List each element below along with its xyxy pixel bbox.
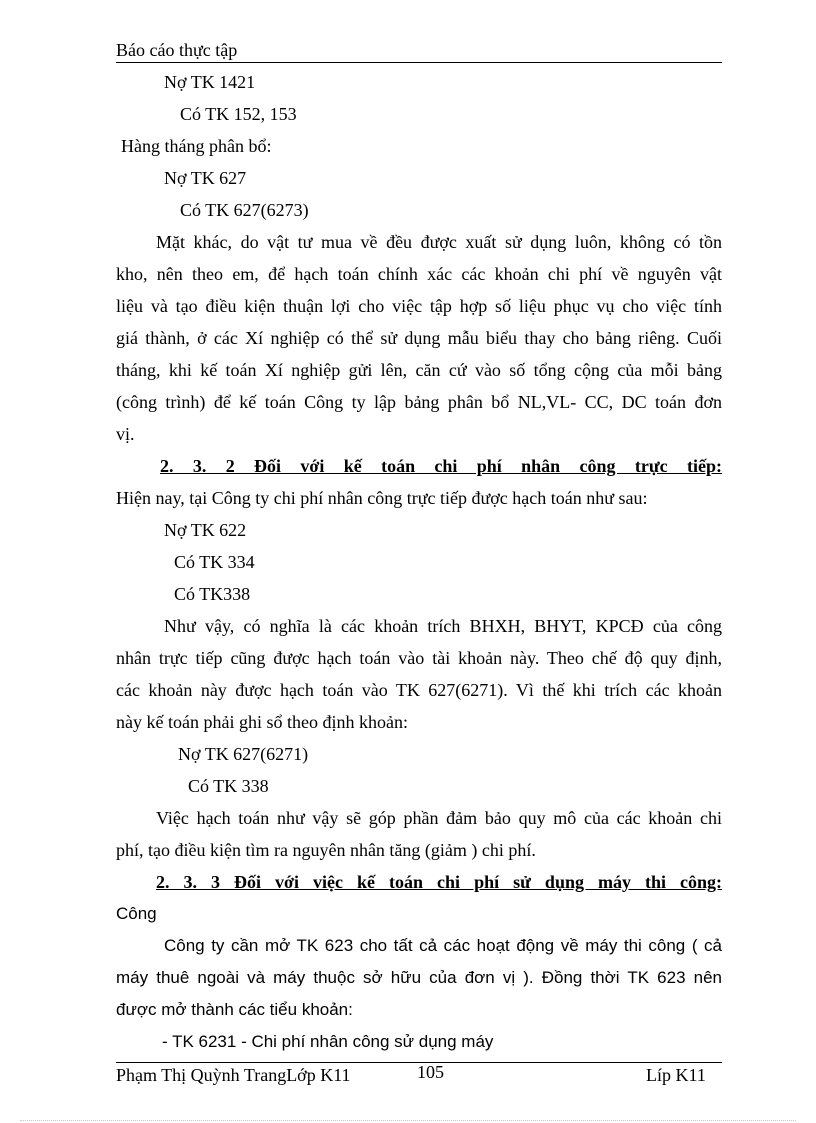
page-header-title: Báo cáo thực tập bbox=[116, 40, 238, 60]
paragraph-line: Mặt khác, do vật tư mua về đều được xuất sử dụng luôn, không có tồn bbox=[156, 232, 722, 252]
entry-line: Nợ TK 622 bbox=[164, 520, 247, 540]
paragraph-line: này kế toán phải ghi sổ theo định khoản: bbox=[116, 712, 408, 732]
paragraph-line: giá thành, ở các Xí nghiệp có thể sử dụng mẫu biểu thay cho bảng riêng. Cuối bbox=[116, 328, 722, 348]
paragraph-line: máy thuê ngoài và máy thuộc sở hữu của đơn vị ). Đồng thời TK 623 nên bbox=[116, 968, 722, 987]
section-heading: 2. 3. 3 Đối với việc kế toán chi phí sử dụng máy thi công: bbox=[156, 872, 722, 892]
paragraph-line: Công ty cần mở TK 623 cho tất cả các hoạt động về máy thi công ( cả bbox=[164, 936, 722, 955]
entry-line: Nợ TK 1421 bbox=[164, 72, 256, 92]
entry-line: Có TK 152, 153 bbox=[180, 104, 297, 124]
paragraph-line: các khoản này được hạch toán vào TK 627(6271). Vì thế khi trích các khoản bbox=[116, 680, 722, 700]
entry-line: Có TK 338 bbox=[188, 776, 269, 796]
entry-line: Nợ TK 627 bbox=[164, 168, 247, 188]
paragraph-line: Công bbox=[116, 904, 157, 923]
paragraph-line: tháng, khi kế toán Xí nghiệp gửi lên, căn cứ vào số tổng cộng của mỗi bảng bbox=[116, 360, 722, 380]
paragraph-line: liệu và tạo điều kiện thuận lợi cho việc tập hợp số liệu phục vụ cho việc tính bbox=[116, 296, 722, 316]
header-divider bbox=[116, 62, 722, 63]
paragraph-line: Việc hạch toán như vậy sẽ góp phần đảm bảo quy mô của các khoản chi bbox=[156, 808, 722, 828]
footer-class: Líp K11 bbox=[646, 1065, 706, 1085]
entry-line: Có TK338 bbox=[174, 584, 251, 604]
paragraph-line: kho, nên theo em, để hạch toán chính xác các khoản chi phí về nguyên vật bbox=[116, 264, 722, 284]
paragraph-line: nhân trực tiếp cũng được hạch toán vào tài khoản này. Theo chế độ quy định, bbox=[116, 648, 722, 668]
footer-author: Phạm Thị Quỳnh TrangLớp K11 bbox=[116, 1065, 351, 1085]
paragraph-line: Như vậy, có nghĩa là các khoản trích BHXH, BHYT, KPCĐ của công bbox=[164, 616, 722, 636]
paragraph-line: vị. bbox=[116, 424, 135, 444]
entry-line: Có TK 627(6273) bbox=[180, 200, 309, 220]
paragraph-line: phí, tạo điều kiện tìm ra nguyên nhân tăng (giảm ) chi phí. bbox=[116, 840, 536, 860]
section-heading: 2. 3. 2 Đối với kế toán chi phí nhân công trực tiếp: bbox=[160, 456, 722, 476]
entry-line: Có TK 334 bbox=[174, 552, 255, 572]
paragraph-line: (công trình) để kế toán Công ty lập bảng phân bổ NL,VL- CC, DC toán đơn bbox=[116, 392, 722, 412]
paragraph-line: được mở thành các tiểu khoản: bbox=[116, 1000, 353, 1019]
list-item: - TK 6231 - Chi phí nhân công sử dụng máy bbox=[162, 1032, 494, 1051]
page-number: 105 bbox=[417, 1062, 444, 1082]
text-line: Hàng tháng phân bổ: bbox=[121, 136, 272, 156]
paragraph-line: Hiện nay, tại Công ty chi phí nhân công trực tiếp được hạch toán như sau: bbox=[116, 488, 648, 508]
page-edge-dots bbox=[20, 1120, 796, 1121]
entry-line: Nợ TK 627(6271) bbox=[178, 744, 309, 764]
